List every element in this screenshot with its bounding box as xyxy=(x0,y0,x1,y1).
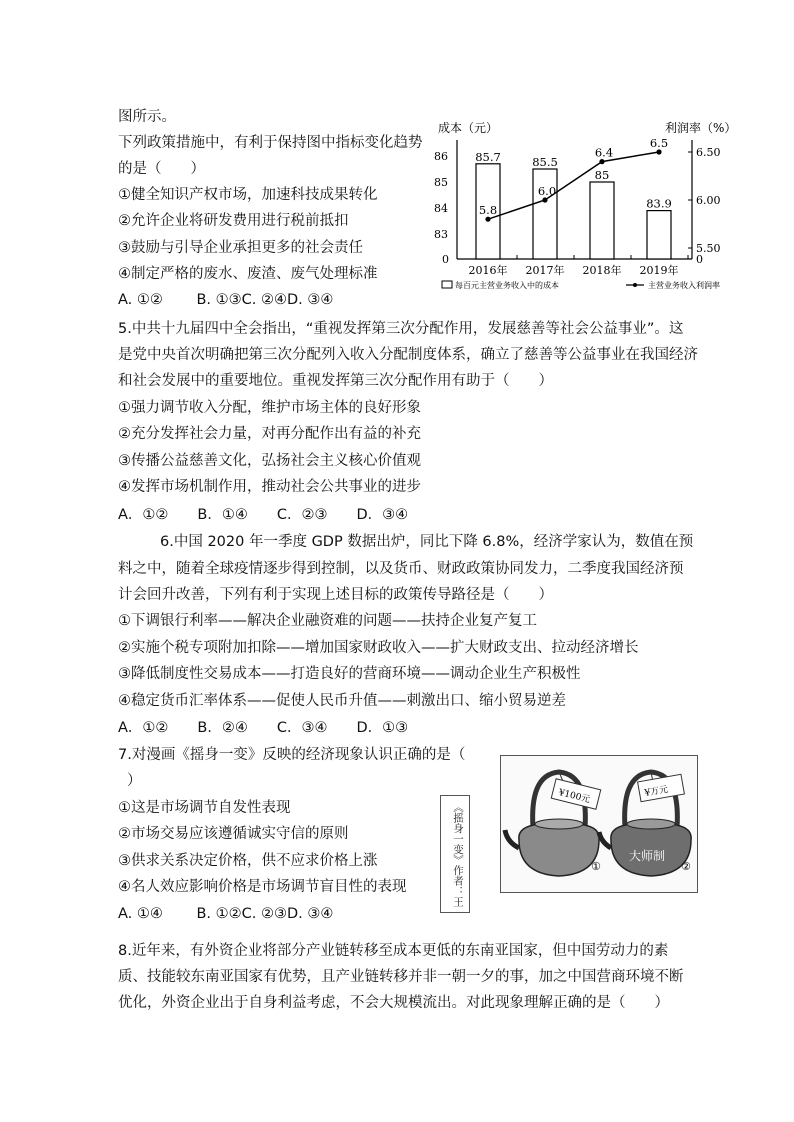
y-left-tick-label: 84 xyxy=(434,202,448,215)
q8-stem-line3: 优化，外资企业出于自身利益考虑，不会大规模流出。对此现象理解正确的是（ ） xyxy=(118,995,669,1011)
y-right-tick-label: 5.50 xyxy=(696,242,721,255)
q6-stem-line2: 料之中，随着全球疫情逐步得到控制，以及货币、财政政策协同发力，二季度我国经济预 xyxy=(118,561,684,577)
q6-stem-line1: 6.中国 2020 年一季度 GDP 数据出炉，同比下降 6.8%，经济学家认为，数值在预 xyxy=(160,534,694,550)
left-pot-number: ① xyxy=(591,860,601,873)
x-tick-label: 2019年 xyxy=(639,264,679,277)
q5-item: ①强力调节收入分配，维护市场主体的良好形象 xyxy=(118,400,421,416)
bar xyxy=(590,182,614,259)
q6-item: ③降低制度性交易成本——打造良好的营商环境——调动企业生产积极性 xyxy=(118,666,581,682)
bar-value-label: 85.5 xyxy=(532,155,558,169)
y-left-tick-label: 85 xyxy=(434,176,448,189)
q5-stem-line1: 5.中共十九届四中全会指出，“重视发挥第三次分配作用，发展慈善等社会公益事业”。这 xyxy=(118,321,684,337)
y-right-tick-label: 6.50 xyxy=(696,146,721,159)
q5-item: ③传播公益慈善文化，弘扬社会主义核心价值观 xyxy=(118,453,421,469)
profit-rate-line xyxy=(488,152,659,219)
profit-rate-point xyxy=(599,159,604,164)
q5-stem-line2: 是党中央首次明确把第三次分配列入收入分配制度体系，确立了慈善等公益事业在我国经济 xyxy=(118,347,698,363)
profit-rate-label: 5.8 xyxy=(478,203,498,218)
y-left-label: 成本（元） xyxy=(438,121,499,135)
q4-intro-tail: 图所示。 xyxy=(118,109,176,125)
bar-value-label: 85 xyxy=(594,168,610,182)
q7-stem-line2: ） xyxy=(127,773,142,789)
q8-stem-line1: 8.近年来，有外资企业将部分产业链转移至成本更低的东南亚国家，但中国劳动力的素 xyxy=(118,943,669,959)
x-tick-label: 2016年 xyxy=(468,264,508,277)
profit-rate-label: 6.5 xyxy=(649,136,669,150)
q5-item: ④发挥市场机制作用，推动社会公共事业的进步 xyxy=(118,479,421,495)
right-pot-spout xyxy=(599,832,611,848)
q7-stem-line1: 7.对漫画《摇身一变》反映的经济现象认识正确的是（ xyxy=(118,747,466,763)
bar-value-label: 83.9 xyxy=(646,196,672,211)
q7-item: ①这是市场调节自发性表现 xyxy=(118,800,291,816)
bar xyxy=(533,169,557,259)
q7-item: ④名人效应影响价格是市场调节盲目性的表现 xyxy=(118,879,407,895)
left-tag-text: ¥100元 xyxy=(557,787,591,806)
q6-item: ④稳定货币汇率体系——促使人民币升值——刺激出口、缩小贸易逆差 xyxy=(118,693,566,709)
y-right-label: 利润率（%） xyxy=(665,121,737,135)
q7-options: A. ①④ B. ①②C. ②③D. ③④ xyxy=(118,906,334,922)
q6-stem-line3: 计会回升改善，下列有利于实现上述目标的政策传导路径是（ ） xyxy=(118,587,553,603)
x-tick-label: 2017年 xyxy=(525,264,565,277)
q6-item: ②实施个税专项附加扣除——增加国家财政收入——扩大财政支出、拉动经济增长 xyxy=(118,640,639,656)
legend-line-marker xyxy=(633,283,637,287)
cartoon-caption: 《摇身一变》作者：王 xyxy=(452,802,464,907)
q4-item: ③鼓励与引导企业承担更多的社会责任 xyxy=(118,240,363,256)
q4-stem-line1: 下列政策措施中，有利于保持图中指标变化趋势 xyxy=(118,135,423,151)
right-pot-number: ② xyxy=(681,860,691,873)
legend-line-label: 主营业务收入利润率 xyxy=(648,281,720,290)
y-left-tick-label: 83 xyxy=(434,228,448,241)
q7-item: ③供求关系决定价格，供不应求价格上涨 xyxy=(118,853,378,869)
right-pot-text: 大师制 xyxy=(629,849,666,863)
q5-item: ②充分发挥社会力量，对再分配作出有益的补充 xyxy=(118,426,421,442)
q4-item: ②允许企业将研发费用进行税前抵扣 xyxy=(118,213,349,229)
legend-bar-swatch xyxy=(442,281,452,288)
x-tick-label: 2018年 xyxy=(582,264,622,277)
profit-rate-label: 6.0 xyxy=(537,184,557,198)
profit-rate-point xyxy=(542,197,547,202)
q7-item: ②市场交易应该遵循诚实守信的原则 xyxy=(118,826,349,842)
y-right-tick-label: 6.00 xyxy=(696,194,721,207)
q4-item: ④制定严格的废水、废渣、废气处理标准 xyxy=(118,266,378,282)
profit-rate-label: 6.4 xyxy=(594,145,614,160)
q5-stem-line3: 和社会发展中的重要地位。重视发挥第三次分配作用有助于（ ） xyxy=(118,373,553,389)
profit-rate-point xyxy=(656,149,661,154)
cost-profit-chart xyxy=(430,118,750,296)
q4-item: ①健全知识产权市场，加速科技成果转化 xyxy=(118,187,378,203)
y-right-tick-label: 0 xyxy=(696,253,703,266)
q6-item: ①下调银行利率——解决企业融资难的问题——扶持企业复产复工 xyxy=(118,613,537,629)
q8-stem-line2: 质、技能较东南亚国家有优势，且产业链转移并非一朝一夕的事，加之中国营商环境不断 xyxy=(118,969,684,985)
left-pot-spout xyxy=(505,830,519,848)
right-tag-text: ¥万元 xyxy=(643,784,670,799)
y-left-tick-label: 0 xyxy=(442,253,449,266)
q4-options: A. ①② B. ①③C. ②④D. ③④ xyxy=(118,292,334,308)
left-pot-lid xyxy=(535,819,583,829)
teapot-illustration xyxy=(501,756,697,892)
legend-bar-label: 每百元主营业务收入中的成本 xyxy=(455,281,559,290)
left-pot-body xyxy=(519,824,599,876)
q5-options: A．①② B．①④ C．②③ D．③④ xyxy=(118,507,409,523)
y-left-tick-label: 86 xyxy=(434,150,448,163)
q4-stem-line2: 的是（ ） xyxy=(118,161,205,177)
q6-options: A．①② B．②④ C．③④ D．①③ xyxy=(118,720,409,736)
profit-rate-point xyxy=(485,217,490,222)
teapot-cartoon xyxy=(500,755,698,893)
bar xyxy=(647,211,671,259)
bar-value-label: 85.7 xyxy=(475,149,501,164)
right-pot-lid xyxy=(627,819,675,829)
cartoon-caption-box xyxy=(440,795,470,913)
